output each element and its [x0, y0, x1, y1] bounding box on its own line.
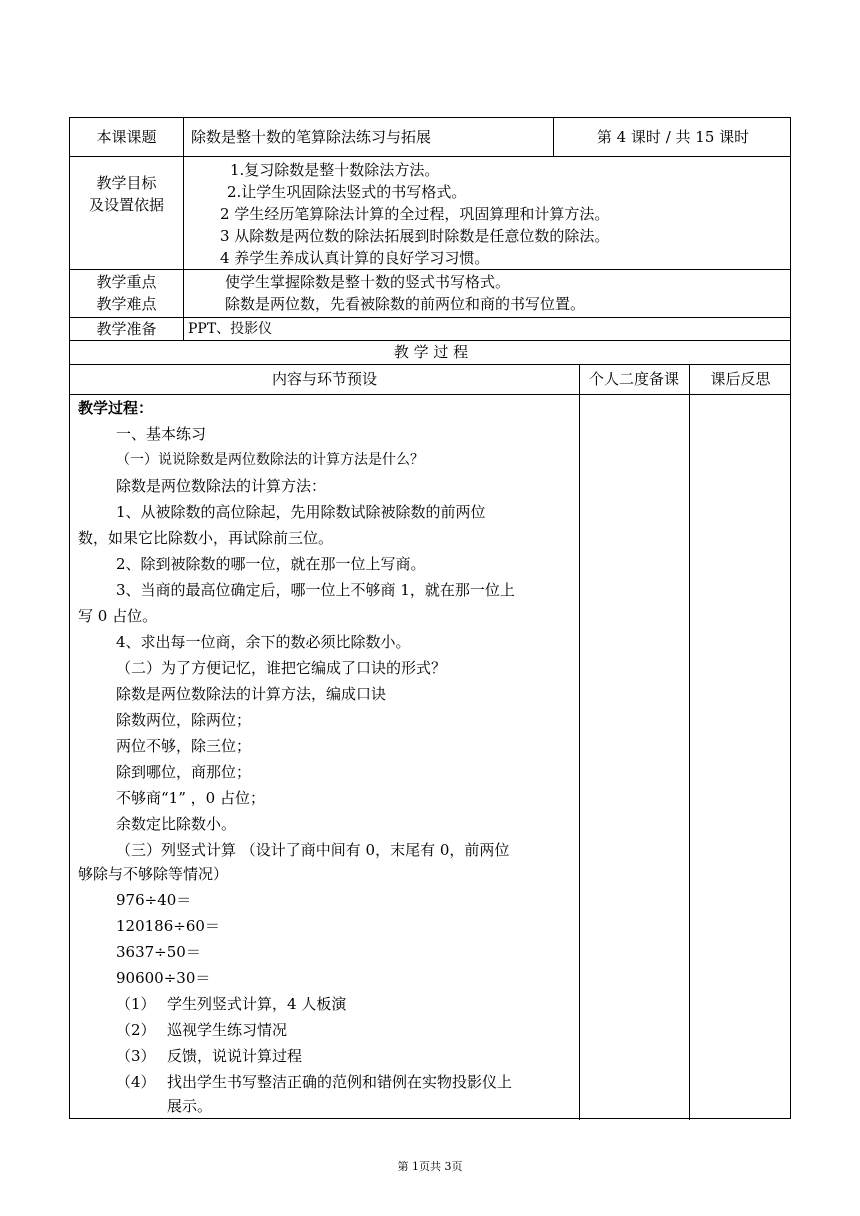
step-text: 巡视学生练习情况 — [167, 1021, 288, 1039]
body-line: 写 0 占位。 — [78, 607, 158, 625]
row-divider — [70, 269, 790, 270]
body-line: 除到哪位，商那位； — [116, 763, 252, 781]
row-divider — [70, 156, 790, 157]
row-divider — [70, 340, 790, 341]
row-divider — [70, 317, 790, 318]
process-title: 教 学 过 程 — [393, 343, 469, 361]
equation: 3637÷50＝ — [116, 943, 201, 961]
body-line: （三）列竖式计算 （设计了商中间有 0，末尾有 0，前两位 — [116, 841, 510, 859]
col-divider — [579, 364, 580, 1120]
col-divider — [183, 118, 184, 340]
equation: 120186÷60＝ — [116, 917, 220, 935]
step-text: 学生列竖式计算，4 人板演 — [167, 995, 347, 1013]
goal-item: 4 养学生养成认真计算的良好学习习惯。 — [220, 249, 490, 267]
goal-item: 2.让学生巩固除法竖式的书写格式。 — [227, 183, 467, 201]
goals-label: 及设置依据 — [88, 196, 164, 214]
body-line: 不够商“1” ，0 占位； — [116, 789, 265, 807]
body-line: 两位不够，除三位； — [116, 737, 252, 755]
preparation-label: 教学准备 — [96, 320, 157, 338]
difficult-label: 教学难点 — [96, 295, 157, 313]
row-divider — [70, 394, 790, 395]
step-text: 反馈，说说计算过程 — [167, 1047, 303, 1065]
reflection-header: 课后反思 — [710, 370, 771, 388]
lesson-plan-table — [69, 117, 791, 1119]
page-footer: 第 1页共 3页 — [397, 1160, 463, 1173]
body-line: 够除与不够除等情况） — [78, 865, 229, 883]
key-point: 使学生掌握除数是整十数的竖式书写格式。 — [225, 273, 511, 291]
body-line: 2、除到被除数的哪一位，就在那一位上写商。 — [116, 555, 426, 573]
goal-item: 1.复习除数是整十数除法方法。 — [230, 161, 440, 179]
body-line: 余数定比除数小。 — [116, 815, 237, 833]
body-line: 4、求出每一位商，余下的数必须比除数小。 — [116, 633, 411, 651]
preparation-value: PPT、投影仪 — [188, 321, 273, 337]
step-number: （2） — [116, 1021, 156, 1039]
step-text: 展示。 — [167, 1097, 213, 1115]
step-number: （3） — [116, 1047, 156, 1065]
equation: 90600÷30＝ — [116, 969, 211, 987]
topic-label: 本课课题 — [96, 128, 157, 146]
step-text: 找出学生书写整洁正确的范例和错例在实物投影仪上 — [167, 1073, 513, 1091]
goal-item: 2 学生经历笔算除法计算的全过程，巩固算理和计算方法。 — [220, 205, 610, 223]
col-divider — [689, 364, 690, 1120]
equation: 976÷40＝ — [116, 891, 192, 909]
lesson-topic: 除数是整十数的笔算除法练习与拓展 — [191, 128, 432, 146]
body-line: （二）为了方便记忆，谁把它编成了口诀的形式？ — [116, 659, 447, 677]
body-line: 除数是两位数除法的计算方法： — [116, 477, 327, 495]
goals-label: 教学目标 — [96, 174, 157, 192]
difficult-point: 除数是两位数，先看被除数的前两位和商的书写位置。 — [225, 295, 586, 313]
step-number: （4） — [116, 1073, 156, 1091]
body-line: 数，如果它比除数小，再试除前三位。 — [78, 529, 334, 547]
body-line: 除数是两位数除法的计算方法，编成口诀 — [116, 685, 387, 703]
body-line: （一）说说除数是两位数除法的计算方法是什么？ — [116, 452, 424, 468]
row-divider — [70, 364, 790, 365]
body-line: 3、当商的最高位确定后，哪一位上不够商 1，就在那一位上 — [116, 581, 515, 599]
step-number: （1） — [116, 995, 156, 1013]
content-header: 内容与环节预设 — [271, 370, 377, 388]
body-line: 除数两位，除两位； — [116, 711, 252, 729]
goal-item: 3 从除数是两位数的除法拓展到时除数是任意位数的除法。 — [220, 227, 610, 245]
lesson-info: 第 4 课时 / 共 15 课时 — [596, 128, 750, 146]
body-line: 一、基本练习 — [116, 425, 207, 443]
body-line: 1、从被除数的高位除起，先用除数试除被除数的前两位 — [116, 503, 486, 521]
key-label: 教学重点 — [96, 273, 157, 291]
process-heading: 教学过程： — [78, 399, 154, 417]
personal-header: 个人二度备课 — [588, 370, 679, 388]
